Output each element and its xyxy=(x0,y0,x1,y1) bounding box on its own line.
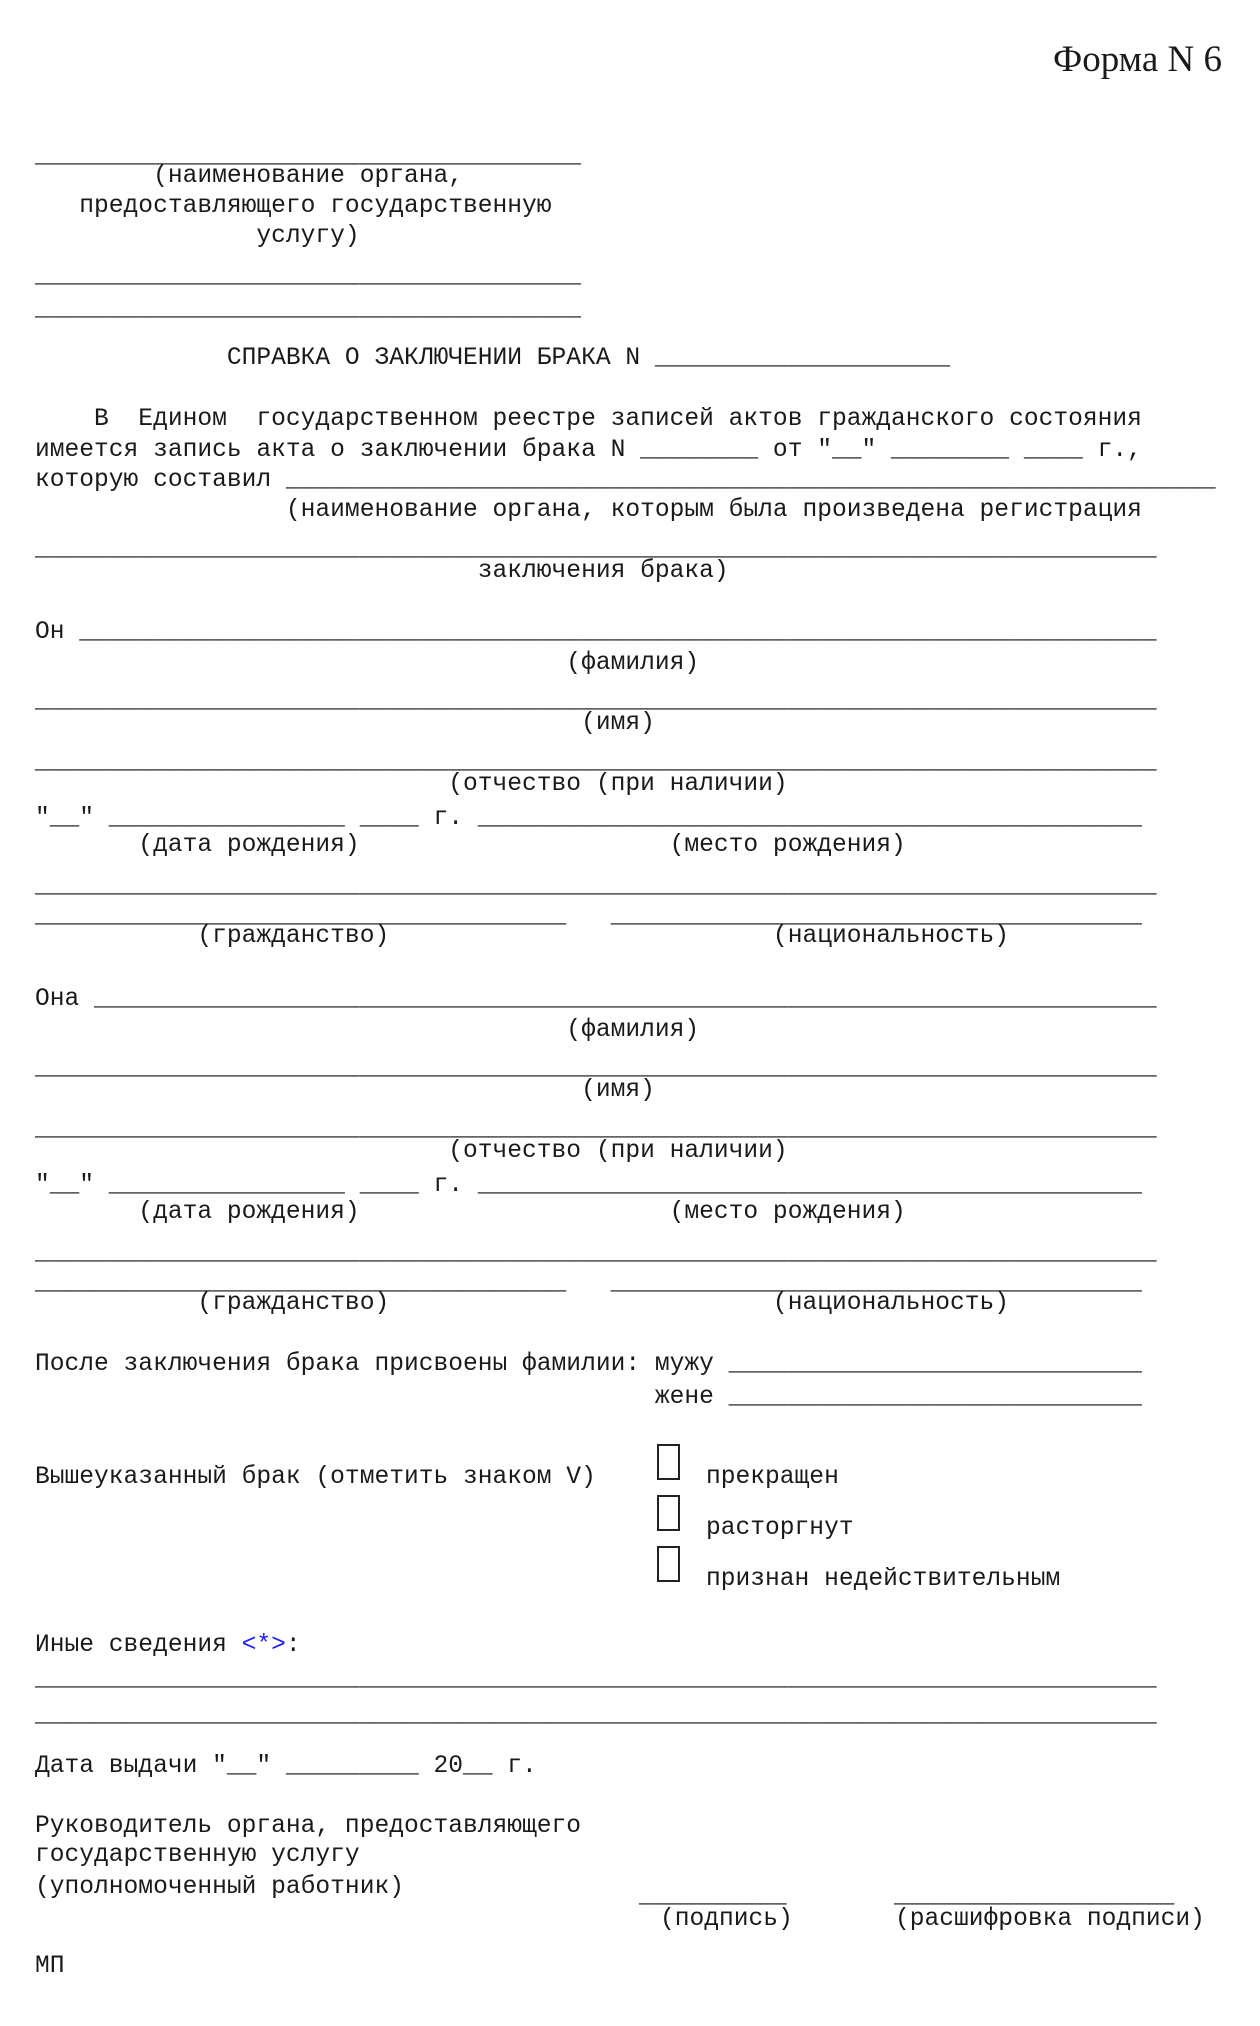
citizenship-caption: (гражданство) (национальность) xyxy=(35,1290,1010,1317)
husband-new-surname-field[interactable]: После заключения брака присвоены фамилии: мужу ____________________________ xyxy=(35,1351,1142,1378)
signature-field[interactable]: __________ xyxy=(639,1883,787,1910)
registering-authority-caption: заключения брака) xyxy=(35,558,729,585)
surname-caption: (фамилия) xyxy=(35,650,700,677)
issuer-caption: предоставляющего государственную xyxy=(35,193,552,220)
signatory-title: (уполномоченный работник) xyxy=(35,1874,404,1901)
signature-caption: (подпись) xyxy=(660,1906,793,1933)
issuer-extra-field[interactable]: _____________________________________ xyxy=(35,296,582,323)
husband-name-field[interactable]: ____________________________________________________________________________ xyxy=(35,688,1157,715)
other-info-colon: : xyxy=(285,1632,301,1659)
other-info-label xyxy=(35,1631,301,1661)
birth-caption: (дата рождения) (место рождения) xyxy=(35,832,906,859)
wife-birth-field[interactable]: "__" ________________ ____ г. _____________________________________________ xyxy=(35,1172,1142,1199)
footnote-link[interactable]: <*> xyxy=(241,1632,286,1659)
option-terminated-label: прекращен xyxy=(706,1464,839,1491)
issuer-extra-field[interactable]: _____________________________________ xyxy=(35,263,582,290)
option-invalidated-label: признан недействительным xyxy=(706,1566,1061,1593)
signatory-title: Руководитель органа, предоставляющего xyxy=(35,1813,582,1840)
patronymic-caption: (отчество (при наличии) xyxy=(35,771,788,798)
birth-caption: (дата рождения) (место рождения) xyxy=(35,1199,906,1226)
registering-authority-caption: (наименование органа, которым была произведена регистрация xyxy=(35,497,1142,524)
issuer-caption: (наименование органа, xyxy=(35,163,464,190)
issuer-name-field[interactable]: _____________________________________ xyxy=(35,143,582,170)
husband-birth-field[interactable]: "__" ________________ ____ г. _____________________________________________ xyxy=(35,805,1142,832)
patronymic-caption: (отчество (при наличии) xyxy=(35,1138,788,1165)
surname-caption: (фамилия) xyxy=(35,1017,700,1044)
checkbox-dissolved[interactable] xyxy=(657,1495,680,1531)
husband-birthplace-field-cont[interactable]: ____________________________________________________________________________ xyxy=(35,873,1157,900)
other-info-text: Иные сведения xyxy=(35,1632,242,1659)
stamp-place-label: МП xyxy=(35,1953,65,1980)
wife-birthplace-field-cont[interactable]: ____________________________________________________________________________ xyxy=(35,1240,1157,1267)
husband-citizenship-field[interactable]: ____________________________________ ____________________________________ xyxy=(35,903,1142,930)
signature-decoding-caption: (расшифровка подписи) xyxy=(895,1906,1205,1933)
marriage-status-prompt: Вышеуказанный брак (отметить знаком V) xyxy=(35,1464,596,1491)
checkbox-invalidated[interactable] xyxy=(657,1546,680,1582)
signatory-title: государственную услугу xyxy=(35,1842,360,1869)
citizenship-caption: (гражданство) (национальность) xyxy=(35,923,1010,950)
issuer-caption: услугу) xyxy=(35,223,360,250)
wife-citizenship-field[interactable]: ____________________________________ ____________________________________ xyxy=(35,1270,1142,1297)
option-dissolved-label: расторгнут xyxy=(706,1515,854,1542)
registering-authority-field-cont[interactable]: ____________________________________________________________________________ xyxy=(35,536,1157,563)
certificate-heading: СПРАВКА О ЗАКЛЮЧЕНИИ БРАКА N ____________________ xyxy=(35,345,951,372)
signature-decoding-field[interactable]: ___________________ xyxy=(894,1883,1175,1910)
wife-patronymic-field[interactable]: ____________________________________________________________________________ xyxy=(35,1116,1157,1143)
intro-text: В Едином государственном реестре записей актов гражданского состояния xyxy=(35,406,1142,433)
other-info-field[interactable]: ____________________________________________________________________________ xyxy=(35,1702,1157,1729)
registering-authority-field[interactable]: которую составил _______________________________________________________________ xyxy=(35,467,1216,494)
record-number-date-line[interactable]: имеется запись акта о заключении брака N ________ от "__" ________ ____ г., xyxy=(35,437,1142,464)
checkbox-terminated[interactable] xyxy=(657,1444,680,1480)
husband-patronymic-field[interactable]: ____________________________________________________________________________ xyxy=(35,749,1157,776)
form-number-label: Форма N 6 xyxy=(1053,39,1222,80)
name-caption: (имя) xyxy=(35,1077,655,1104)
other-info-field[interactable]: ____________________________________________________________________________ xyxy=(35,1666,1157,1693)
issue-date-field[interactable]: Дата выдачи "__" _________ 20__ г. xyxy=(35,1753,537,1780)
name-caption: (имя) xyxy=(35,710,655,737)
husband-surname-field[interactable]: Он _________________________________________________________________________ xyxy=(35,619,1157,646)
wife-name-field[interactable]: ____________________________________________________________________________ xyxy=(35,1055,1157,1082)
wife-surname-field[interactable]: Она ________________________________________________________________________ xyxy=(35,986,1157,1013)
wife-new-surname-field[interactable]: жене ____________________________ xyxy=(35,1384,1142,1411)
